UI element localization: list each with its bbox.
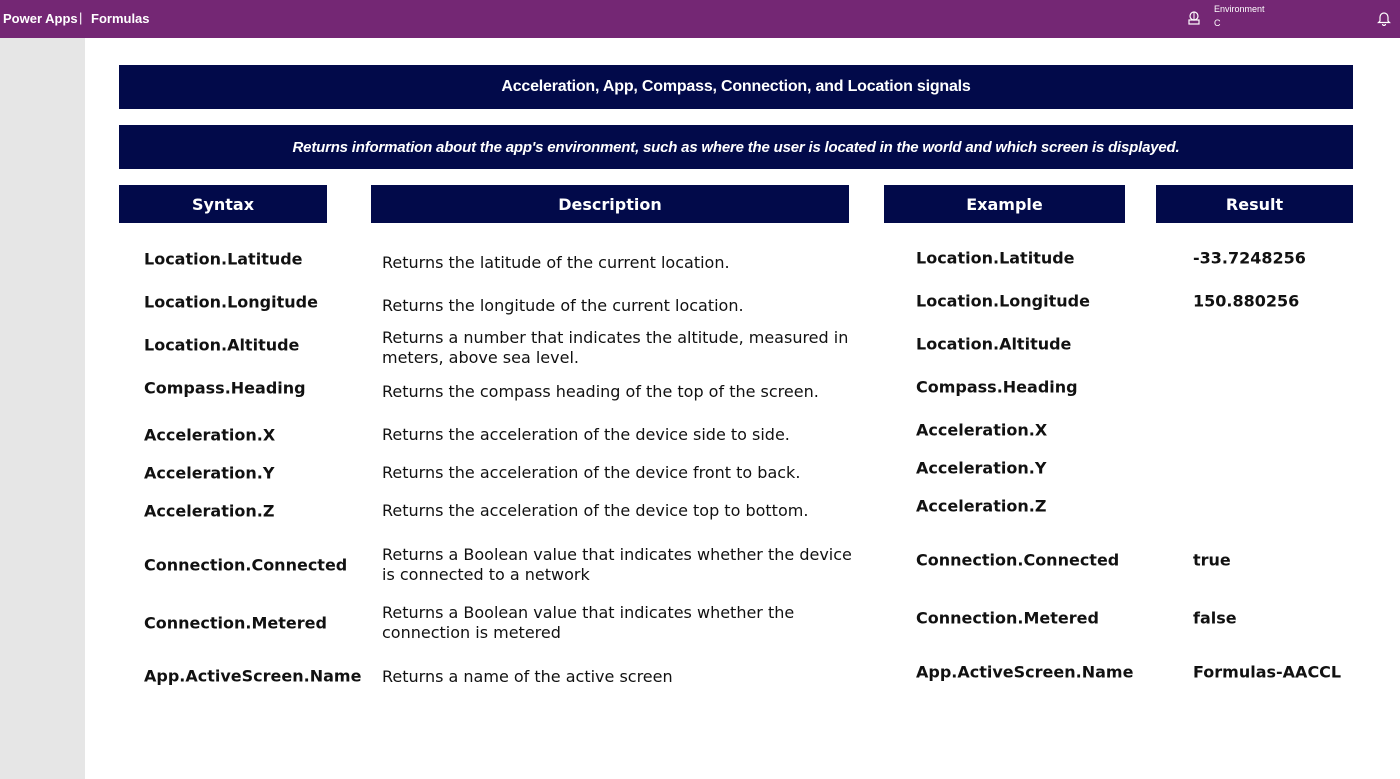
example-cell: Acceleration.X (916, 420, 1048, 440)
result-cell: false (1193, 608, 1237, 628)
description-cell: Returns the latitude of the current location. (382, 253, 730, 272)
page-name: Formulas (91, 11, 150, 26)
syntax-cell: App.ActiveScreen.Name (144, 666, 362, 686)
column-header-description: Description (371, 185, 849, 223)
app-canvas (85, 38, 1400, 779)
description-cell: Returns a number that indicates the altitude, measured in meters, above sea level. (382, 328, 849, 367)
notification-bell-icon[interactable] (1377, 11, 1391, 26)
example-cell: Location.Altitude (916, 334, 1072, 354)
page-subtitle: Returns information about the app's environment, such as where the user is located in the world and which screen is displayed. (119, 125, 1353, 169)
example-cell: Connection.Connected (916, 550, 1120, 570)
app-header (0, 0, 1400, 38)
description-cell: Returns the acceleration of the device side to side. (382, 425, 790, 444)
syntax-cell: Connection.Connected (144, 555, 348, 575)
environment-value[interactable]: C (1214, 18, 1221, 28)
example-cell: Connection.Metered (916, 608, 1099, 628)
syntax-cell: Acceleration.Y (144, 463, 275, 483)
example-cell: Location.Longitude (916, 291, 1090, 311)
description-cell: Returns a name of the active screen (382, 667, 673, 686)
syntax-cell: Location.Longitude (144, 292, 318, 312)
syntax-cell: Location.Altitude (144, 335, 300, 355)
column-header-syntax: Syntax (119, 185, 327, 223)
result-cell: 150.880256 (1193, 291, 1300, 311)
page-title: Acceleration, App, Compass, Connection, and Location signals (119, 65, 1353, 109)
syntax-cell: Acceleration.Z (144, 501, 275, 521)
syntax-cell: Acceleration.X (144, 425, 276, 445)
environment-icon[interactable] (1187, 11, 1201, 25)
description-cell: Returns the acceleration of the device top to bottom. (382, 501, 809, 520)
column-header-result: Result (1156, 185, 1353, 223)
result-cell: true (1193, 550, 1231, 570)
description-cell: Returns a Boolean value that indicates whether the device is connected to a network (382, 545, 852, 584)
description-cell: Returns the longitude of the current location. (382, 296, 744, 315)
column-header-example: Example (884, 185, 1125, 223)
app-name[interactable]: Power Apps (3, 11, 78, 26)
syntax-cell: Location.Latitude (144, 249, 303, 269)
example-cell: Acceleration.Y (916, 458, 1047, 478)
example-cell: Location.Latitude (916, 248, 1075, 268)
header-separator: | (79, 10, 83, 25)
syntax-cell: Connection.Metered (144, 613, 327, 633)
result-cell: -33.7248256 (1193, 248, 1306, 268)
example-cell: Compass.Heading (916, 377, 1078, 397)
description-cell: Returns the acceleration of the device front to back. (382, 463, 801, 482)
example-cell: Acceleration.Z (916, 496, 1047, 516)
description-cell: Returns a Boolean value that indicates whether the connection is metered (382, 603, 795, 642)
result-cell: Formulas-AACCL (1193, 662, 1342, 682)
example-cell: App.ActiveScreen.Name (916, 662, 1134, 682)
description-cell: Returns the compass heading of the top of the screen. (382, 382, 819, 401)
environment-label: Environment (1214, 4, 1265, 14)
syntax-cell: Compass.Heading (144, 378, 306, 398)
